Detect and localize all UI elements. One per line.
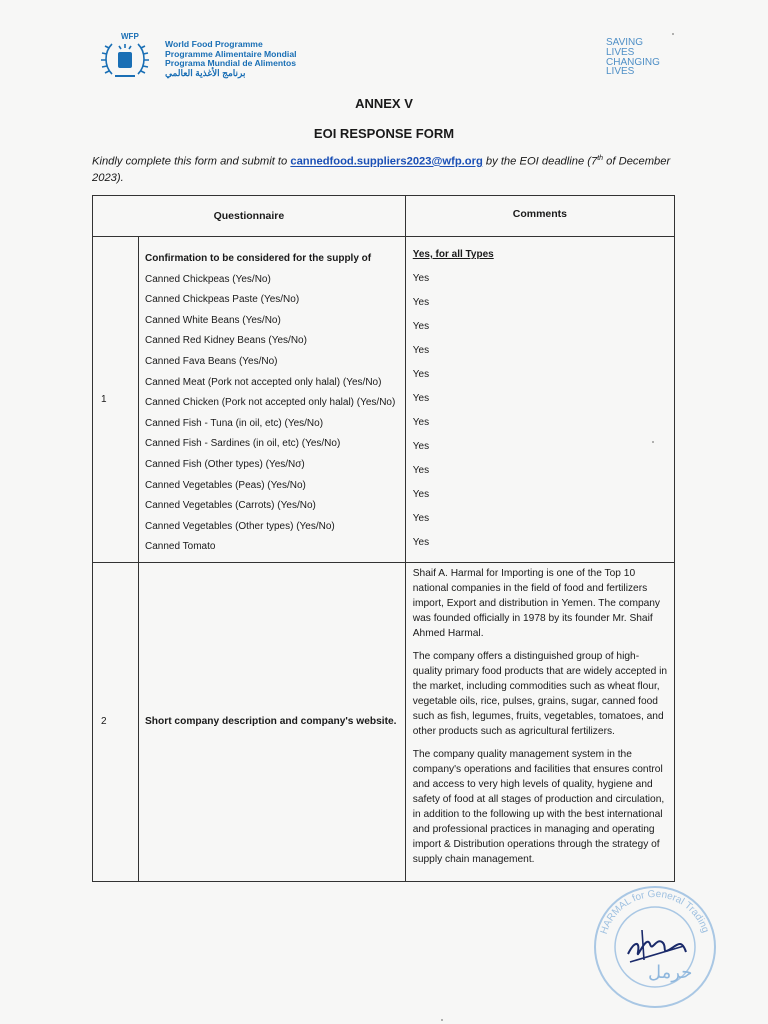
org-name-fr: Programme Alimentaire Mondial [165, 48, 297, 59]
answer: Yes [412, 297, 430, 308]
row-number: 1 [93, 237, 139, 563]
form-title: EOI RESPONSE FORM [313, 126, 455, 141]
list-item: Canned Fish (Other types) (Yes/Nσ) [145, 458, 305, 470]
question-cell [139, 237, 406, 563]
list-item: Canned Red Kidney Beans (Yes/No) [145, 335, 307, 347]
list-item: Canned Fish - Sardines (in oil, etc) (Yes/No) [145, 438, 341, 450]
answer: Yes [412, 537, 430, 548]
list-item: Canned Chicken (Pork not accepted only halal) (Yes/No) [145, 397, 396, 409]
org-name-en: World Food Programme [165, 39, 263, 49]
list-item: Canned Tomato [145, 541, 216, 553]
annex-title: ANNEX V [355, 96, 413, 111]
slogan-line: LIVES [606, 46, 635, 58]
list-item: Canned Chickpeas Paste (Yes/No) [145, 294, 300, 306]
slogan-line: CHANGING [606, 56, 660, 68]
answer: Yes [412, 321, 430, 332]
paragraph: The company quality management system in the company's operations and facilities that ensures control and access to very high levels of quality, hygiene and safety of food at all stages of production and circulation, in addition to the following up with the best international and professional practices in managing and operating import & Distribution operations through the strategy of supply chain management. [412, 748, 665, 865]
scan-speck [441, 1019, 443, 1021]
answer: Yes [412, 273, 430, 284]
eoi-response-table [92, 195, 675, 882]
instruction-sup: th [597, 155, 604, 162]
comment-cell [405, 562, 674, 881]
answer: Yes [412, 441, 430, 452]
list-item: Canned Fish - Tuna (in oil, etc) (Yes/No) [145, 417, 324, 429]
table-row [93, 237, 675, 563]
wfp-tag: WFP [121, 32, 139, 41]
paragraph: The company offers a distinguished group of high-quality primary food products that are widely accepted in the market, including commodities such as wheat flour, vegetable oils, rice, pulses, grains, sugar, canned food such as fish, legumes, fruits, vegetables, tomatoes, and other products such as agricultural fertilizers. [412, 650, 668, 737]
answer: Yes [412, 345, 430, 356]
company-stamp-icon [590, 882, 720, 1012]
org-name-ar: برنامج الأغذية العالمي [165, 67, 246, 78]
slogan-line: SAVING [606, 37, 644, 48]
questionnaire-header: Questionnaire [93, 196, 406, 237]
slogan [606, 38, 660, 77]
answer: Yes [412, 417, 430, 428]
answer: Yes [412, 369, 430, 380]
slogan-line: LIVES [606, 66, 635, 78]
comment-title: Yes, for all Types [412, 249, 494, 260]
table-header-row [93, 196, 675, 237]
paragraph: Shaif A. Harmal for Importing is one of the Top 10 national companies in the field of food and fertilizers import, Export and distribution in Yemen. The company was founded officially in 1978 by its founder Mr. Shaif Ahmed Harmal. [412, 567, 661, 639]
list-item: Canned Vegetables (Carrots) (Yes/No) [145, 500, 316, 512]
instruction-text [92, 151, 682, 186]
wfp-emblem-icon [100, 36, 150, 82]
list-item: Canned Fava Beans (Yes/No) [145, 355, 278, 367]
scan-speck [652, 441, 654, 443]
list-item: Canned Vegetables (Peas) (Yes/No) [145, 479, 306, 491]
answer: Yes [412, 513, 430, 524]
scan-speck [672, 33, 674, 35]
organization-names [165, 40, 296, 78]
email-link[interactable]: cannedfood.suppliers2023@wfp.org [290, 155, 483, 168]
question-title: Confirmation to be considered for the supply of [145, 253, 372, 264]
instruction-mid: by the EOI deadline (7 [482, 155, 598, 168]
answer: Yes [412, 489, 430, 500]
list-item: Canned Vegetables (Other types) (Yes/No) [145, 520, 335, 532]
svg-text:HARMAL for General Trading [599, 889, 711, 936]
stamp-ring-text: HARMAL for General Trading [598, 888, 711, 936]
row-number: 2 [93, 562, 139, 881]
list-item: Canned White Beans (Yes/No) [145, 314, 281, 326]
answer: Yes [412, 393, 430, 404]
org-name-es: Programa Mundial de Alimentos [165, 58, 296, 69]
answer: Yes [412, 465, 430, 476]
question-cell: Short company description and company's website. [139, 562, 406, 881]
instruction-before: Kindly complete this form and submit to [92, 155, 291, 168]
list-item: Canned Meat (Pork not accepted only halal) (Yes/No) [145, 376, 382, 388]
comment-cell [405, 237, 674, 563]
list-item: Canned Chickpeas (Yes/No) [145, 273, 271, 285]
stamp-center-text: حرمل [648, 962, 693, 983]
table-row [93, 562, 675, 881]
comments-header: Comments [405, 196, 674, 237]
instruction-after: of December 2023). [92, 155, 671, 184]
